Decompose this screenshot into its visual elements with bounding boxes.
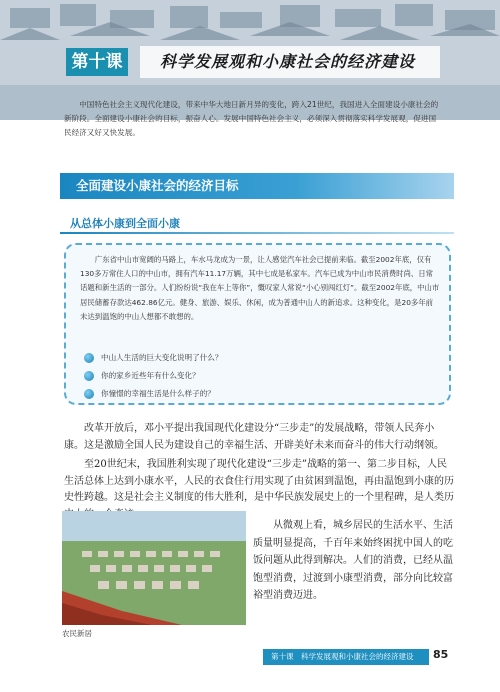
section-title: 全面建设小康社会的经济目标 — [76, 178, 239, 193]
question-list — [84, 349, 424, 403]
bullet-icon — [84, 353, 94, 363]
question-text: 你的家乡近些年有什么变化？ — [101, 371, 200, 380]
question-text: 中山人生活的巨大变化说明了什么？ — [101, 353, 223, 362]
subsection-heading — [60, 214, 454, 234]
page-number: 85 — [433, 648, 449, 661]
case-study-text: 广东省中山市宽阔的马路上，车水马龙成为一景，让人感觉汽车社会已提前来临。截至2002年底，仅有130多万常住人口的中山市，拥有汽车11.17万辆，其中七成是私家车。汽车已成为中山市民消费时尚、日常话题和新生活的一部分。人们纷纷说“我在车上等你”，慨叹家人常说“小心别闯红灯”。截至2002年底，中山市居民储蓄存款达462.86亿元。健身、旅游、娱乐、休闲，成为普通中山人的新追求。这种变化，是20多年前未达到温饱的中山人想都不敢想的。 — [80, 255, 440, 321]
photo-caption: 农民新居 — [62, 629, 92, 638]
list-item — [84, 385, 424, 403]
list-item — [84, 367, 424, 385]
intro-paragraph: 中国特色社会主义现代化建设，带来中华大地日新月异的变化，跨入21世纪，我国进入全面建设小康社会的新阶段。全面建设小康社会的目标，振奋人心。发展中国特色社会主义，必须深入贯彻落实科学发展观，促进国民经济又好又快发展。 — [64, 100, 439, 137]
bullet-icon — [84, 389, 94, 399]
village-aerial-image — [62, 511, 246, 625]
list-item — [84, 349, 424, 367]
village-photo — [62, 511, 246, 625]
section-heading — [60, 173, 454, 199]
body-paragraph-3: 从微观上看，城乡居民的生活水平、生活质量明显提高，千百年来始终困扰中国人的吃饭问题从此得到解决。人们的消费，已经从温饱型消费，过渡到小康型消费，部分向比较富裕型消费迈进。 — [253, 520, 453, 601]
lesson-label: 第十课 — [66, 48, 128, 76]
subsection-underline — [60, 232, 454, 234]
body-paragraph-1: 改革开放后，邓小平提出我国现代化建设分“三步走”的发展战略，带领人民奔小康。这是激励全国人民为建设自己的幸福生活、开辟美好未来而奋斗的伟大行动纲领。 — [64, 423, 444, 451]
bullet-icon — [84, 371, 94, 381]
body-paragraph-2: 至20世纪末，我国胜利实现了现代化建设“三步走”战略的第一、第二步目标，人民生活总体上达到小康水平，人民的衣食住行用实现了由贫困到温饱，再由温饱到小康的历史性跨越。这是社会主义制度的伟大胜利，是中华民族发展史上的一个里程碑，是人类历 — [64, 459, 454, 503]
running-footer: 第十课 科学发展观和小康社会的经济建设 — [263, 649, 429, 665]
question-text: 你憧憬的幸福生活是什么样子的？ — [101, 389, 215, 398]
subsection-title: 从总体小康到全面小康 — [70, 217, 180, 230]
lesson-title: 科学发展观和小康社会的经济建设 — [140, 46, 440, 78]
